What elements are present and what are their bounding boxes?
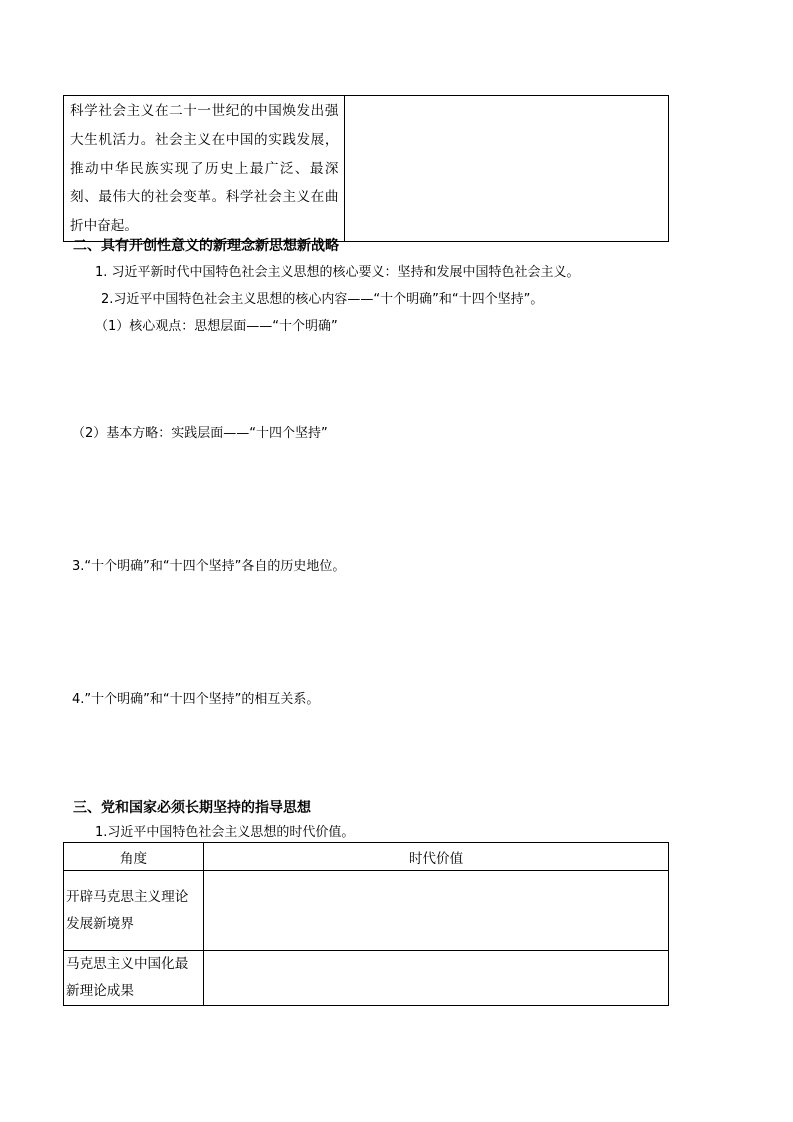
header-era-value: 时代价值 [204, 843, 669, 871]
table-row [64, 871, 669, 951]
table-cell-blank [345, 96, 669, 242]
row-angle: 开辟马克思主义理论发展新境界 [64, 871, 204, 951]
section3-item1: 1.习近平中国特色社会主义思想的时代价值。 [95, 825, 355, 840]
header-angle: 角度 [64, 843, 204, 871]
table-header-row [64, 843, 669, 871]
table-cell-text: 科学社会主义在二十一世纪的中国焕发出强大生机活力。社会主义在中国的实践发展，推动中华民族实现了历史上最广泛、最深刻、最伟大的社会变革。科学社会主义在曲折中奋起。 [64, 96, 345, 242]
row-angle: 马克思主义中国化最新理论成果 [64, 951, 204, 1006]
row-value [204, 871, 669, 951]
section3-heading: 三、党和国家必须长期坚持的指导思想 [73, 800, 311, 816]
section2-item2: 2.习近平中国特色社会主义思想的核心内容——“十个明确”和“十四个坚持”。 [101, 292, 544, 307]
section2-item2-2: （2）基本方略：实践层面——“十四个坚持” [72, 426, 328, 441]
section2-item1: 1. 习近平新时代中国特色社会主义思想的核心要义：坚持和发展中国特色社会主义。 [95, 265, 580, 280]
table-row [64, 951, 669, 1006]
section2-heading: 二、具有开创性意义的新理念新思想新战略 [73, 238, 339, 254]
section2-item4: 4.”十个明确”和“十四个坚持”的相互关系。 [72, 692, 320, 707]
section2-item2-1: （1）核心观点：思想层面——“十个明确” [95, 319, 338, 334]
era-value-table [63, 842, 669, 1006]
section2-item3: 3.“十个明确”和“十四个坚持”各自的历史地位。 [72, 559, 346, 574]
row-value [204, 951, 669, 1006]
science-socialism-table [63, 95, 669, 242]
table-row [64, 96, 669, 242]
